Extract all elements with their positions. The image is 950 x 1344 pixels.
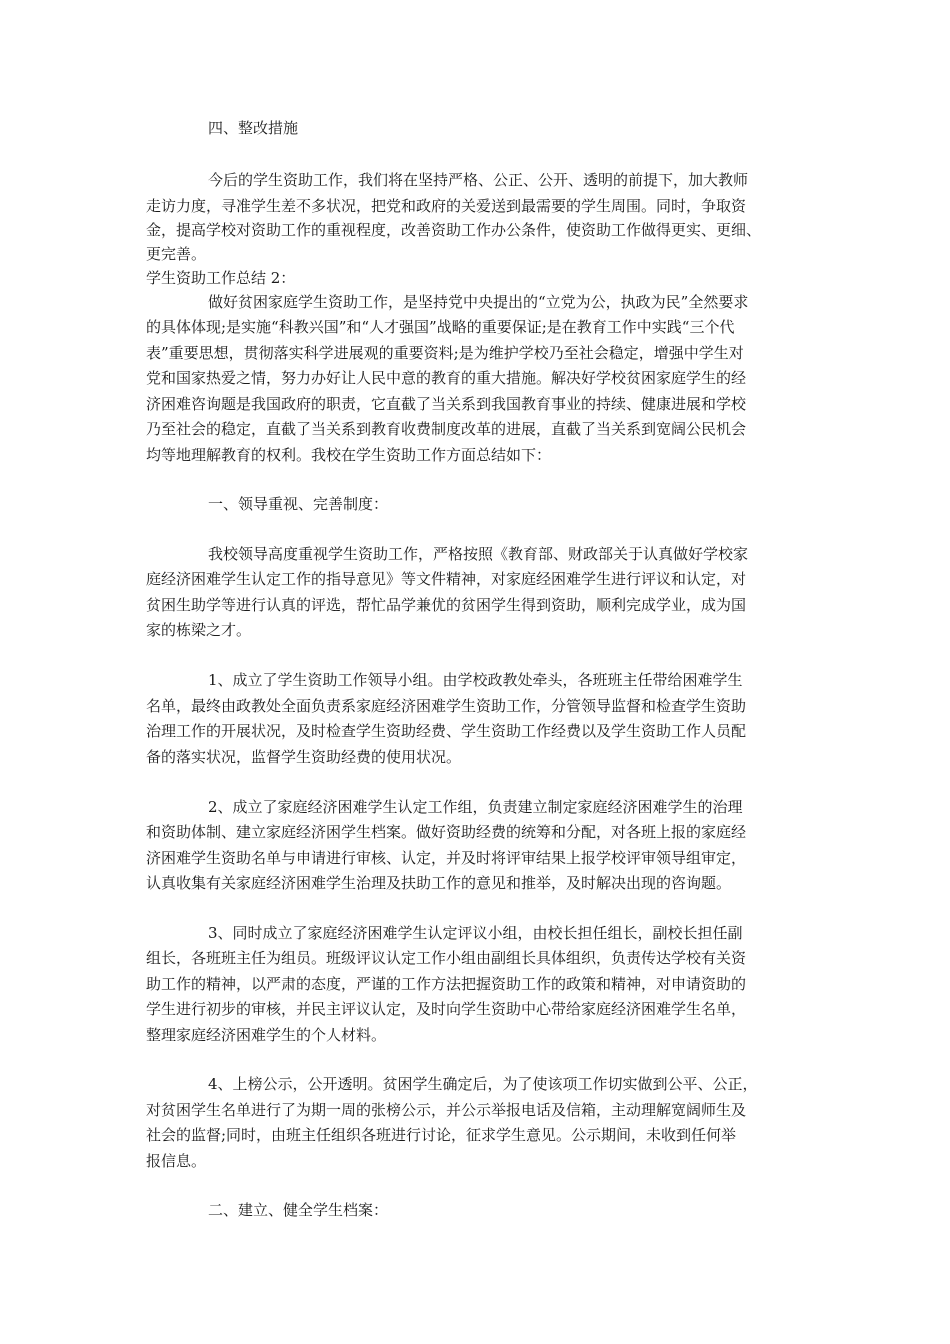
- paragraph-line: 组长，各班班主任为组员。班级评议认定工作小组由副组长具体组织，负责传达学校有关资: [146, 949, 747, 967]
- paragraph-line: 走访力度，寻准学生差不多状况，把党和政府的关爱送到最需要的学生周围。同时，争取资: [146, 197, 747, 215]
- paragraph-line: 1、成立了学生资助工作领导小组。由学校政教处牵头，各班班主任带给困难学生: [208, 671, 743, 689]
- paragraph-line: 庭经济困难学生认定工作的指导意见》等文件精神，对家庭经困难学生进行评议和认定，对: [146, 570, 747, 588]
- paragraph-line: 备的落实状况，监督学生资助经费的使用状况。: [146, 748, 462, 766]
- paragraph-line: 助工作的精神，以严肃的态度，严谨的工作方法把握资助工作的政策和精神，对申请资助的: [146, 975, 747, 993]
- paragraph-line: 家的栋梁之才。: [146, 621, 252, 639]
- paragraph-line: 贫困生助学等进行认真的评选，帮忙品学兼优的贫困学生得到资助，顺利完成学业，成为国: [146, 596, 747, 614]
- paragraph-line: 名单，最终由政教处全面负责系家庭经济困难学生资助工作，分管领导监督和检查学生资助: [146, 697, 747, 715]
- paragraph-line: 整理家庭经济困难学生的个人材料。: [146, 1026, 387, 1044]
- paragraph-line: 乃至社会的稳定，直截了当关系到教育收费制度改革的进展，直截了当关系到宽阔公民机会: [146, 420, 747, 438]
- paragraph-line: 今后的学生资助工作，我们将在坚持严格、公正、公开、透明的前提下，加大教师: [208, 171, 749, 189]
- paragraph-line: 济困难学生资助名单与申请进行审核、认定，并及时将评审结果上报学校评审领导组审定，: [146, 849, 747, 867]
- paragraph-line: 均等地理解教育的权利。我校在学生资助工作方面总结如下：: [146, 446, 552, 464]
- paragraph-line: 社会的监督;同时，由班主任组织各班进行讨论，征求学生意见。公示期间，未收到任何举: [146, 1126, 737, 1144]
- section-heading: 一、领导重视、完善制度：: [208, 495, 389, 513]
- paragraph-line: 2、成立了家庭经济困难学生认定工作组，负责建立制定家庭经济困难学生的治理: [208, 798, 743, 816]
- paragraph-line: 金，提高学校对资助工作的重视程度，改善资助工作办公条件，使资助工作做得更实、更细、: [146, 221, 762, 239]
- paragraph-line: 的具体体现;是实施“科教兴国”和“人才强国”战略的重要保证;是在教育工作中实践“三个代: [146, 318, 735, 336]
- subtitle: 学生资助工作总结 2：: [146, 269, 296, 287]
- paragraph-line: 学生进行初步的审核，并民主评议认定，及时向学生资助中心带给家庭经济困难学生名单，: [146, 1000, 747, 1018]
- section-heading: 四、整改措施: [208, 119, 299, 137]
- paragraph-line: 济困难咨询题是我国政府的职责，它直截了当关系到我国教育事业的持续、健康进展和学校: [146, 395, 747, 413]
- paragraph-line: 认真收集有关家庭经济困难学生治理及扶助工作的意见和推举，及时解决出现的咨询题。: [146, 874, 732, 892]
- paragraph-line: 表”重要思想，贯彻落实科学进展观的重要资料;是为维护学校乃至社会稳定，增强中学生对: [146, 344, 744, 362]
- paragraph-line: 3、同时成立了家庭经济困难学生认定评议小组，由校长担任组长，副校长担任副: [208, 924, 743, 942]
- paragraph-line: 和资助体制、建立家庭经济困学生档案。做好资助经费的统筹和分配，对各班上报的家庭经: [146, 823, 747, 841]
- paragraph-line: 党和国家热爱之情，努力办好让人民中意的教育的重大措施。解决好学校贫困家庭学生的经: [146, 369, 747, 387]
- paragraph-line: 对贫困学生名单进行了为期一周的张榜公示，并公示举报电话及信箱，主动理解宽阔师生及: [146, 1101, 747, 1119]
- paragraph-line: 治理工作的开展状况，及时检查学生资助经费、学生资助工作经费以及学生资助工作人员配: [146, 722, 747, 740]
- paragraph-line: 做好贫困家庭学生资助工作，是坚持党中央提出的“立党为公，执政为民”全然要求: [208, 293, 749, 311]
- paragraph-line: 我校领导高度重视学生资助工作，严格按照《教育部、财政部关于认真做好学校家: [208, 545, 749, 563]
- paragraph-line: 4、上榜公示，公开透明。贫困学生确定后，为了使该项工作切实做到公平、公正，: [208, 1075, 758, 1093]
- paragraph-line: 报信息。: [146, 1152, 207, 1170]
- section-heading: 二、建立、健全学生档案：: [208, 1201, 389, 1219]
- paragraph-line: 更完善。: [146, 245, 207, 263]
